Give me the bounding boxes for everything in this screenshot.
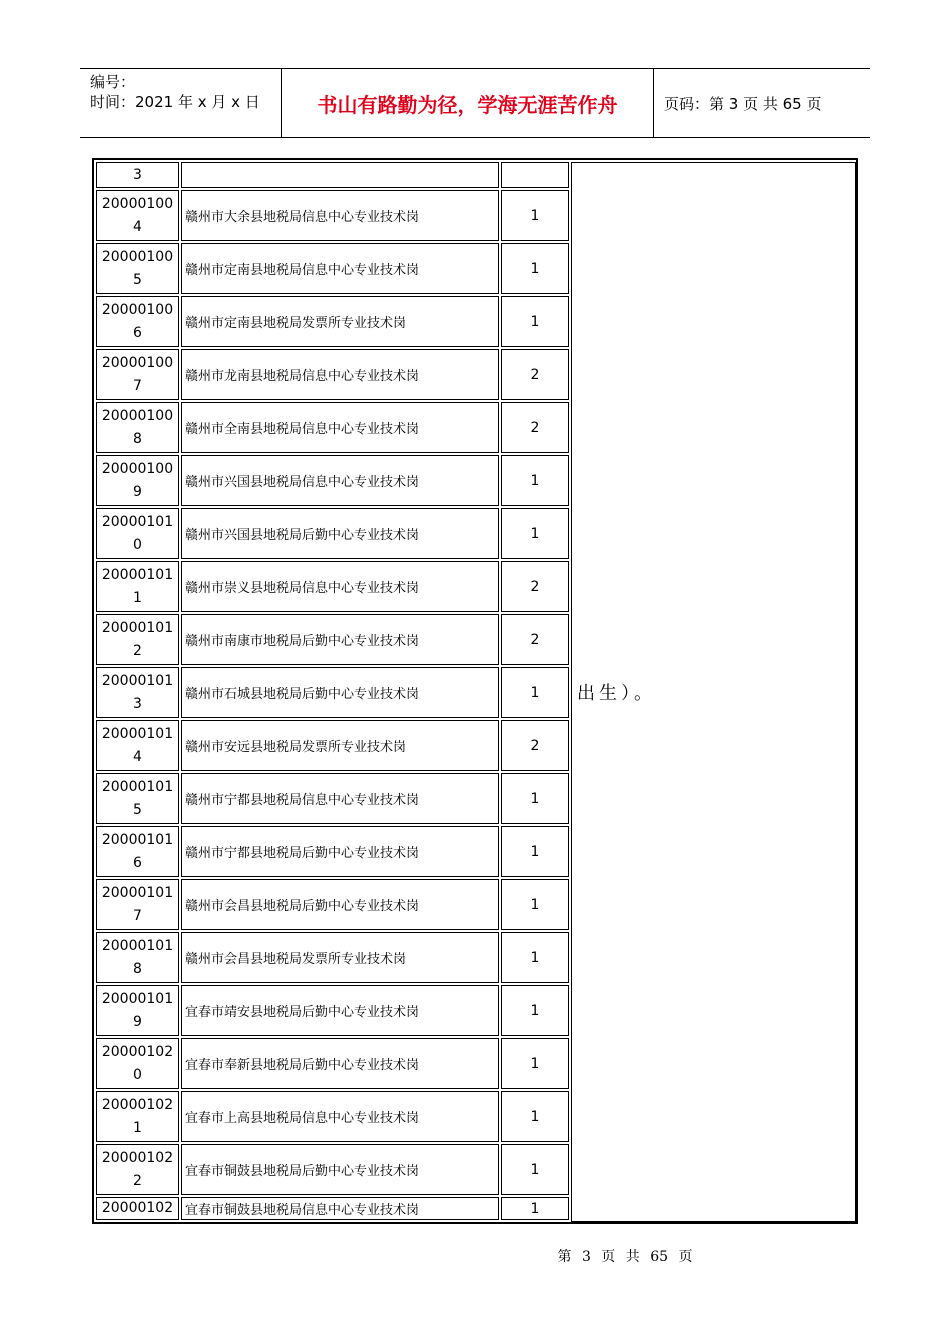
code-text: 20000101 (101, 831, 174, 848)
position-name-cell: 赣州市兴国县地税局后勤中心专业技术岗 (181, 508, 499, 559)
position-name-cell: 宜春市奉新县地税局后勤中心专业技术岗 (181, 1038, 499, 1089)
code-text: 5 (133, 271, 142, 288)
code-text: 4 (133, 748, 142, 765)
code-cell (96, 932, 179, 983)
headcount-cell: 1 (501, 190, 569, 241)
headcount-cell: 1 (501, 1038, 569, 1089)
headcount-cell: 2 (501, 349, 569, 400)
code-cell (96, 614, 179, 665)
position-name-cell: 赣州市南康市地税局后勤中心专业技术岗 (181, 614, 499, 665)
code-text: 20000102 (101, 1043, 174, 1060)
number-label: 编号： (90, 73, 136, 91)
position-name-cell: 宜春市铜鼓县地税局后勤中心专业技术岗 (181, 1144, 499, 1195)
code-cell (96, 667, 179, 718)
code-text: 20000102 (101, 1096, 174, 1113)
position-name-cell: 赣州市宁都县地税局信息中心专业技术岗 (181, 773, 499, 824)
positions-table (92, 158, 858, 1224)
code-text: 20000100 (101, 460, 174, 477)
position-name-cell: 赣州市定南县地税局发票所专业技术岗 (181, 296, 499, 347)
position-name-cell: 赣州市会昌县地税局发票所专业技术岗 (181, 932, 499, 983)
code-cell (96, 243, 179, 294)
code-cell (96, 162, 179, 188)
code-text: 20000101 (101, 566, 174, 583)
headcount-cell: 1 (501, 985, 569, 1036)
code-text: 7 (133, 377, 142, 394)
code-text: 8 (133, 960, 142, 977)
headcount-cell: 1 (501, 826, 569, 877)
code-cell (96, 508, 179, 559)
position-name-cell: 赣州市会昌县地税局后勤中心专业技术岗 (181, 879, 499, 930)
code-cell (96, 349, 179, 400)
code-text: 20000101 (101, 937, 174, 954)
date-line: 时间：2021 年 x 月 x 日 (90, 93, 260, 111)
headcount-cell: 1 (501, 296, 569, 347)
position-name-cell: 赣州市全南县地税局信息中心专业技术岗 (181, 402, 499, 453)
code-cell (96, 402, 179, 453)
position-name-cell: 赣州市龙南县地税局信息中心专业技术岗 (181, 349, 499, 400)
headcount-cell: 1 (501, 1197, 569, 1220)
code-text: 20000101 (101, 513, 174, 530)
code-text: 4 (133, 218, 142, 235)
code-cell (96, 1038, 179, 1089)
headcount-cell: 2 (501, 720, 569, 771)
code-text: 20000100 (101, 407, 174, 424)
code-text: 2 (133, 642, 142, 659)
code-text: 7 (133, 907, 142, 924)
position-name-cell: 赣州市兴国县地税局信息中心专业技术岗 (181, 455, 499, 506)
note-cell: 出生）。 (571, 162, 856, 1222)
code-text: 20000101 (101, 725, 174, 742)
code-text: 5 (133, 801, 142, 818)
code-cell (96, 1091, 179, 1142)
code-text: 20000101 (101, 884, 174, 901)
position-name-cell (181, 162, 499, 188)
headcount-cell: 1 (501, 879, 569, 930)
header-meta (80, 69, 282, 137)
code-text: 20000100 (101, 195, 174, 212)
position-name-cell: 赣州市宁都县地税局后勤中心专业技术岗 (181, 826, 499, 877)
code-cell (96, 1197, 179, 1220)
page-footer: 第 3 页 共 65 页 (557, 1249, 693, 1265)
code-text: 8 (133, 430, 142, 447)
headcount-cell: 1 (501, 455, 569, 506)
code-text: 20000102 (101, 1200, 174, 1216)
code-text: 1 (133, 589, 142, 606)
code-text: 20000100 (101, 301, 174, 318)
code-text: 20000102 (101, 1149, 174, 1166)
header-motto: 书山有路勤为径，学海无涯苦作舟 (282, 69, 654, 137)
headcount-cell: 1 (501, 667, 569, 718)
headcount-cell: 2 (501, 402, 569, 453)
code-text: 1 (133, 1119, 142, 1136)
code-text: 20000101 (101, 619, 174, 636)
position-name-cell: 赣州市定南县地税局信息中心专业技术岗 (181, 243, 499, 294)
code-text: 6 (133, 324, 142, 341)
position-name-cell: 赣州市石城县地税局后勤中心专业技术岗 (181, 667, 499, 718)
position-name-cell: 宜春市上高县地税局信息中心专业技术岗 (181, 1091, 499, 1142)
code-cell (96, 190, 179, 241)
code-text: 2 (133, 1172, 142, 1189)
code-cell (96, 720, 179, 771)
code-text: 3 (133, 695, 142, 712)
position-name-cell: 赣州市大余县地税局信息中心专业技术岗 (181, 190, 499, 241)
code-text: 20000101 (101, 778, 174, 795)
headcount-cell: 1 (501, 932, 569, 983)
code-text: 9 (133, 1013, 142, 1030)
headcount-cell: 2 (501, 614, 569, 665)
headcount-cell: 1 (501, 508, 569, 559)
code-cell (96, 296, 179, 347)
position-name-cell: 赣州市安远县地税局发票所专业技术岗 (181, 720, 499, 771)
header-page-info: 页码：第 3 页 共 65 页 (664, 94, 822, 113)
code-text: 0 (133, 536, 142, 553)
headcount-cell: 1 (501, 1144, 569, 1195)
code-cell (96, 879, 179, 930)
code-text: 0 (133, 1066, 142, 1083)
page-header (80, 68, 870, 138)
code-text: 6 (133, 854, 142, 871)
code-cell (96, 773, 179, 824)
code-text: 20000100 (101, 248, 174, 265)
code-text: 20000100 (101, 354, 174, 371)
headcount-cell: 1 (501, 1091, 569, 1142)
headcount-cell: 1 (501, 773, 569, 824)
code-cell (96, 561, 179, 612)
code-cell (96, 826, 179, 877)
code-text: 3 (133, 166, 142, 183)
code-cell (96, 455, 179, 506)
code-cell (96, 985, 179, 1036)
position-name-cell: 宜春市靖安县地税局后勤中心专业技术岗 (181, 985, 499, 1036)
code-text: 20000101 (101, 672, 174, 689)
headcount-cell: 2 (501, 561, 569, 612)
headcount-cell (501, 162, 569, 188)
code-text: 20000101 (101, 990, 174, 1007)
code-text: 9 (133, 483, 142, 500)
headcount-cell: 1 (501, 243, 569, 294)
code-cell (96, 1144, 179, 1195)
position-name-cell: 赣州市崇义县地税局信息中心专业技术岗 (181, 561, 499, 612)
position-name-cell: 宜春市铜鼓县地税局信息中心专业技术岗 (181, 1197, 499, 1220)
